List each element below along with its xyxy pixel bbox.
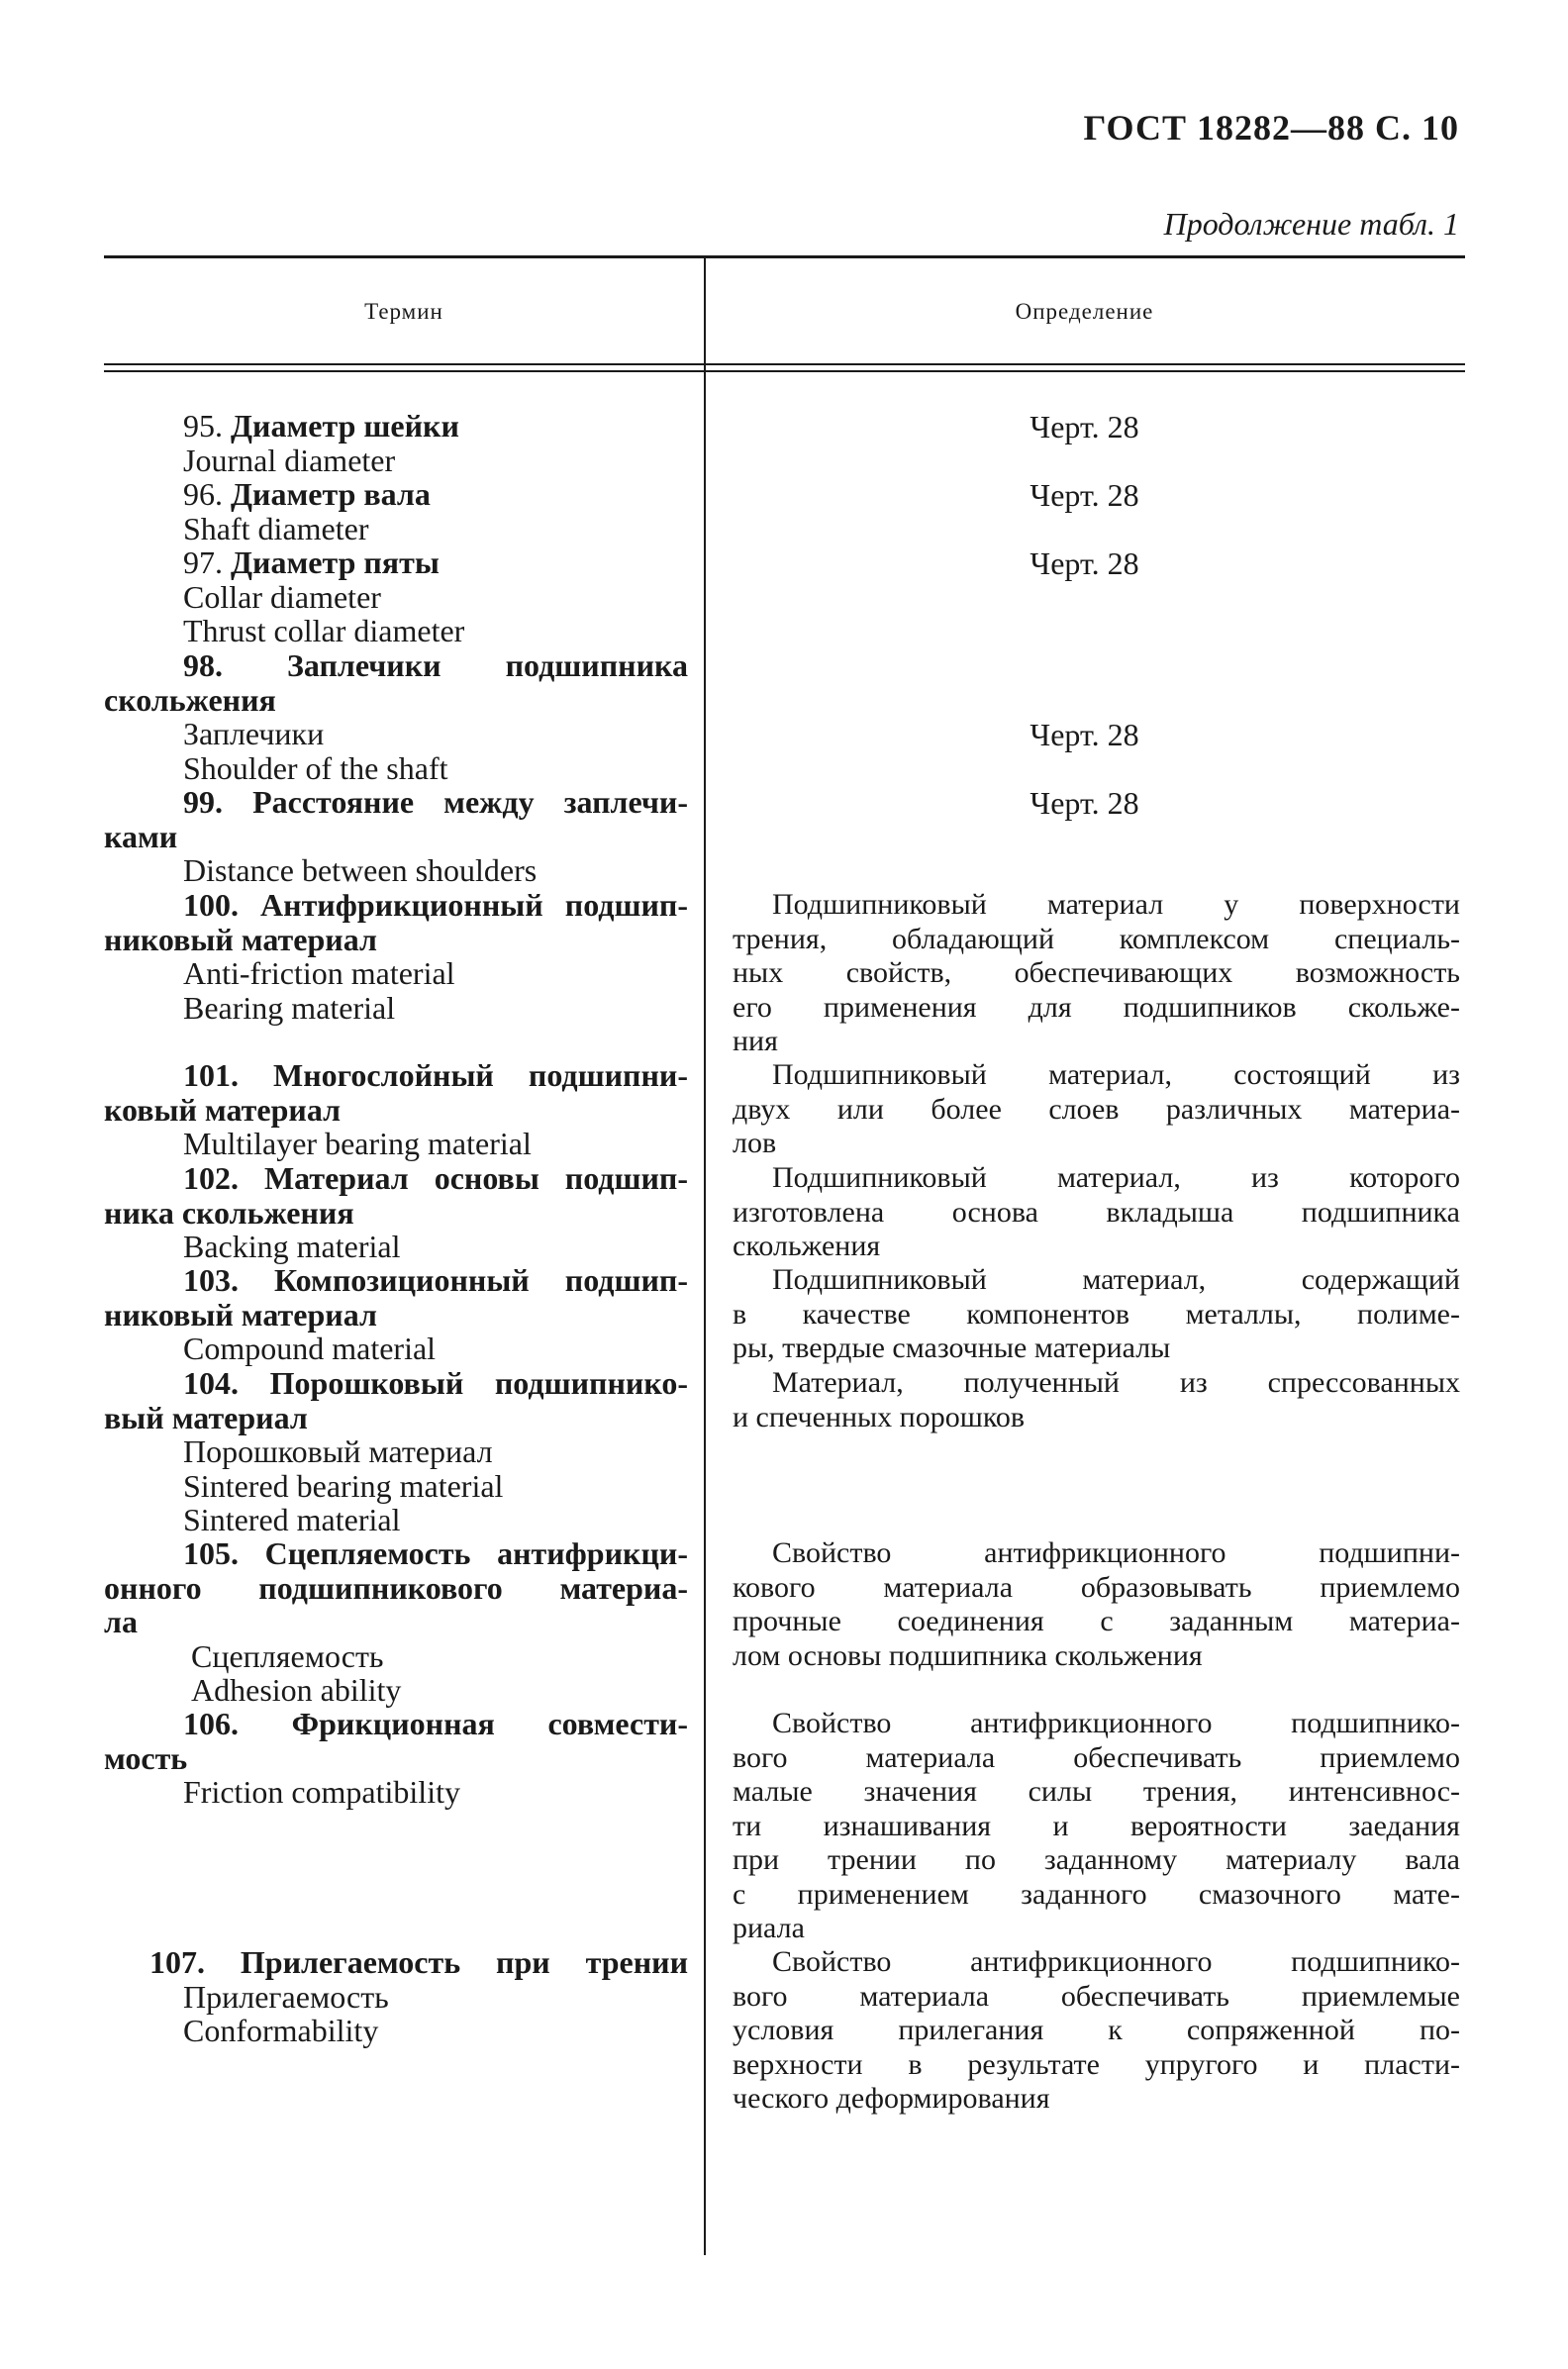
term-101 (104, 1058, 688, 1161)
term-title: Диаметр вала (231, 476, 431, 512)
definition-line: ти изнашивания и вероятности заедания (733, 1809, 1460, 1842)
term-title: Прилегаемость при трении (240, 1944, 688, 1980)
definition-line: ры, твердые смазочные материалы (733, 1332, 1171, 1364)
table-top-rule (104, 255, 1465, 258)
definition-line: ных свойств, обеспечивающих возможность (733, 956, 1460, 989)
term-alt: Прилегаемость (183, 1978, 389, 2015)
definition-line: ния (733, 1025, 778, 1057)
page-header: ГОСТ 18282—88 С. 10 (1083, 108, 1459, 148)
term-105 (104, 1536, 688, 1708)
definition-97: Черт. 28 (1029, 545, 1139, 581)
definition-line: вого материала обеспечивать приемлемые (733, 1979, 1460, 2013)
term-alt: Journal diameter (183, 442, 396, 478)
definition-line: изготовлена основа вкладыша подшипника (733, 1195, 1460, 1229)
term-98 (104, 648, 688, 785)
table-header-rule-2 (104, 370, 1465, 372)
term-alt: Collar diameter (183, 578, 381, 615)
definition-line: Материал, полученный из спрессованных (772, 1366, 1460, 1399)
definition-line: вого материала обеспечивать приемлемо (733, 1740, 1460, 1774)
definition-line: малые значения силы трения, интенсивнос- (733, 1775, 1460, 1808)
term-number: 97. (183, 544, 223, 580)
definition-line: Подшипниковый материал, состоящий из (772, 1058, 1460, 1091)
term-title: Диаметр пяты (231, 544, 440, 580)
definition-line: с применением заданного смазочного мате- (733, 1877, 1460, 1911)
term-alt: Сцепляемость (191, 1637, 384, 1674)
term-alt: Bearing material (183, 989, 396, 1026)
definition-line: Подшипниковый материал, из которого (772, 1161, 1460, 1194)
definition-line: лов (733, 1127, 777, 1159)
column-header-definition: Определение (1015, 299, 1154, 324)
term-title-line2: скольжения (104, 681, 276, 718)
definition-96: Черт. 28 (1029, 477, 1139, 513)
term-alt: Distance between shoulders (183, 852, 538, 888)
term-number: 105. (183, 1535, 239, 1571)
table-continuation-label: Продолжение табл. 1 (1163, 206, 1459, 242)
term-number: 103. (183, 1262, 239, 1298)
term-alt: Порошковый материал (183, 1433, 493, 1469)
definition-line: верхности в результате упругого и пласти- (733, 2047, 1460, 2081)
definition-95: Черт. 28 (1029, 409, 1139, 444)
term-number: 99. (183, 784, 223, 820)
term-alt: Backing material (183, 1229, 401, 1264)
term-number: 104. (183, 1365, 239, 1401)
term-title-line1: Заплечики подшипника (286, 647, 689, 683)
term-alt: Compound material (183, 1331, 437, 1366)
term-number: 101. (183, 1057, 239, 1093)
definition-line: в качестве компонентов металлы, полиме- (733, 1297, 1460, 1331)
term-title-line2: онного подшипникового материа- (104, 1569, 688, 1606)
term-number: 98. (183, 647, 223, 683)
definition-107 (733, 1945, 1460, 2117)
term-alt: Adhesion ability (191, 1672, 402, 1708)
term-alt: Заплечики (183, 716, 325, 751)
term-title-line2: ника скольжения (104, 1194, 354, 1231)
term-96 (104, 477, 688, 545)
definition-line: кового материала образовывать приемлемо (733, 1570, 1460, 1604)
term-100 (104, 888, 688, 1025)
definition-106 (733, 1707, 1460, 1946)
definition-99: Черт. 28 (1029, 785, 1139, 821)
term-number: 106. (183, 1706, 239, 1741)
term-102 (104, 1161, 688, 1264)
definition-line: и спеченных порошков (733, 1400, 1026, 1433)
term-title-line1: Фрикционная совмести- (291, 1706, 689, 1741)
term-title-line1: Порошковый подшипнико- (269, 1365, 689, 1401)
term-97 (104, 545, 688, 648)
term-alt: Multilayer bearing material (183, 1126, 532, 1161)
term-title-line2: ковый материал (104, 1091, 342, 1128)
definition-line: Свойство антифрикционного подшипнико- (772, 1945, 1460, 1978)
term-number: 95. (183, 408, 223, 444)
column-header-term: Термин (364, 299, 443, 324)
term-title-line2: мость (104, 1739, 188, 1776)
term-106 (104, 1707, 688, 1810)
definition-line: прочные соединения с заданным материа- (733, 1605, 1460, 1637)
term-title-line2: никовый материал (104, 921, 377, 957)
definition-105 (733, 1536, 1460, 1673)
term-title-line1: Антифрикционный подшип- (260, 887, 688, 923)
term-title-line1: Материал основы подшип- (263, 1160, 689, 1196)
term-title-line1: Сцепляемость антифрикци- (264, 1535, 688, 1571)
term-number: 102. (183, 1160, 239, 1196)
definition-line: лом основы подшипника скольжения (733, 1638, 1203, 1672)
definition-98: Черт. 28 (1029, 717, 1139, 752)
term-title-line3: ла (104, 1604, 138, 1639)
definition-line: Подшипниковый материал, содержащий (772, 1263, 1460, 1296)
term-alt: Sintered material (183, 1502, 401, 1537)
term-number: 107. (149, 1944, 205, 1980)
definition-line: ческого деформирования (733, 2082, 1050, 2115)
definition-line: его применения для подшипников скольже- (733, 990, 1460, 1024)
definition-line: риала (733, 1912, 805, 1944)
term-103 (104, 1263, 688, 1366)
term-title-line1: Многослойный подшипни- (273, 1057, 689, 1093)
term-alt: Shoulder of the shaft (183, 749, 448, 786)
term-number: 100. (183, 887, 239, 923)
definition-line: двух или более слоев различных материа- (733, 1092, 1460, 1126)
definition-line: Подшипниковый материал у поверхности (772, 888, 1460, 921)
definition-line: Свойство антифрикционного подшипнико- (772, 1707, 1460, 1739)
term-alt: Shaft diameter (183, 510, 369, 546)
term-alt: Conformability (183, 2013, 379, 2048)
term-title: Диаметр шейки (231, 408, 459, 444)
term-alt: Thrust collar diameter (183, 613, 465, 648)
definition-104 (733, 1366, 1460, 1434)
term-107 (104, 1945, 688, 2048)
term-104 (104, 1366, 688, 1537)
term-title-line1: Расстояние между заплечи- (252, 784, 689, 820)
definition-102 (733, 1161, 1460, 1264)
definition-line: условия прилегания к сопряженной по- (733, 2014, 1460, 2046)
term-number: 96. (183, 476, 223, 512)
definition-line: Свойство антифрикционного подшипни- (772, 1536, 1460, 1569)
definition-103 (733, 1263, 1460, 1366)
term-alt: Anti-friction material (183, 955, 455, 991)
term-title-line2: никовый материал (104, 1296, 377, 1333)
term-99 (104, 785, 688, 888)
definition-101 (733, 1058, 1460, 1161)
definition-line: при трении по заданному материалу вала (733, 1843, 1460, 1876)
term-95 (104, 409, 688, 477)
definition-100 (733, 888, 1460, 1059)
definition-line: трения, обладающий комплексом специаль- (733, 922, 1460, 955)
term-alt: Friction compatibility (183, 1774, 460, 1810)
term-title-line2: вый материал (104, 1399, 308, 1435)
table-header-rule-1 (104, 363, 1465, 365)
term-alt: Sintered bearing material (183, 1467, 504, 1504)
term-title-line1: Композиционный подшип- (274, 1262, 689, 1298)
definition-line: скольжения (733, 1230, 881, 1262)
term-title-line2: ками (104, 818, 178, 854)
